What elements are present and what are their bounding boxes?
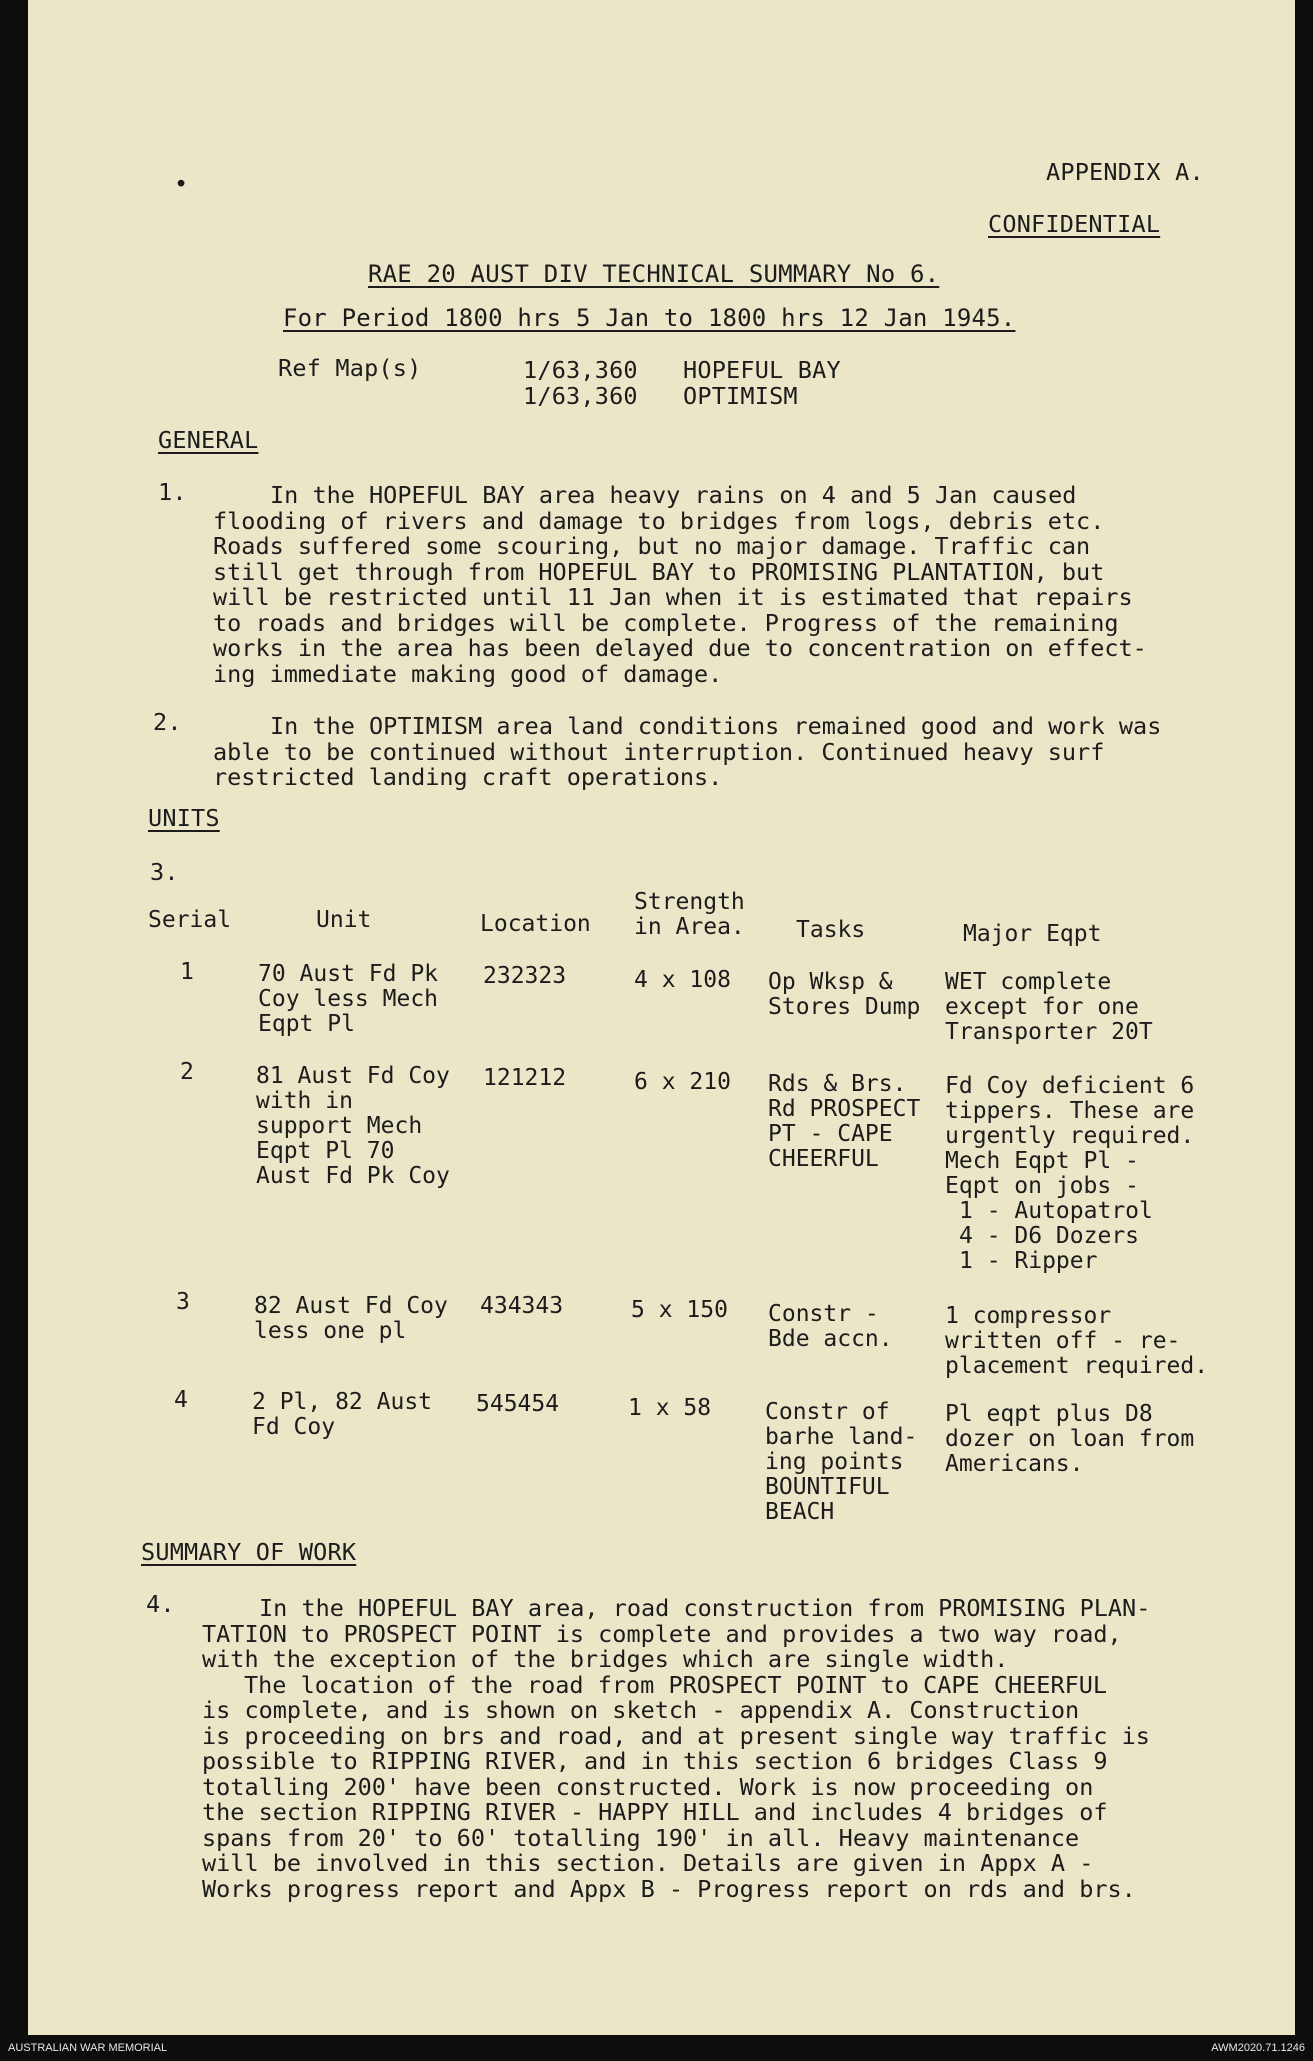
cell-line: written off - re- — [945, 1328, 1181, 1354]
cell-line: Pl eqpt plus D8 — [945, 1401, 1153, 1427]
paragraph-line: will be involved in this section. Details are given in Appx A - — [202, 1849, 1094, 1877]
paragraph-number: 4. — [146, 1590, 175, 1618]
paragraph-line: TATION to PROSPECT POINT is complete and provides a two way road, — [202, 1619, 1122, 1648]
cell-line: Constr of — [765, 1399, 890, 1425]
cell-strength: 4 x 108 — [634, 967, 731, 993]
paragraph-line: still get through from HOPEFUL BAY to PROMISING PLANTATION, but — [213, 557, 1105, 586]
paragraph-line: totalling 200' have been constructed. Work is now proceeding on — [202, 1772, 1094, 1801]
cell-strength: 6 x 210 — [634, 1069, 731, 1095]
cell-strength: 1 x 58 — [628, 1395, 712, 1421]
paragraph-number: 2. — [153, 708, 182, 736]
period-line: For Period 1800 hrs 5 Jan to 1800 hrs 12 Jan 1945. — [283, 304, 1016, 332]
cell-line: Fd Coy deficient 6 — [945, 1073, 1195, 1099]
map-scale: 1/63,360 — [523, 382, 638, 410]
cell-tasks — [768, 1072, 920, 1172]
appendix-label: APPENDIX A. — [1046, 158, 1204, 186]
paragraph-line: Roads suffered some scouring, but no major damage. Traffic can — [213, 532, 1091, 560]
cell-unit — [256, 1064, 450, 1189]
section-heading-summary: SUMMARY OF WORK — [141, 1538, 357, 1566]
cell-line: 82 Aust Fd Coy — [254, 1293, 448, 1319]
column-header-strength — [634, 890, 745, 940]
cell-line: WET complete — [945, 969, 1112, 995]
column-header-strength-line: Strength — [634, 889, 745, 915]
footer-item-id: AWM2020.71.1246 — [1211, 2042, 1305, 2054]
paragraph-line: is proceeding on brs and road, and at present single way traffic is — [202, 1721, 1150, 1750]
cell-line: 81 Aust Fd Coy — [256, 1063, 450, 1089]
cell-line: Fd Coy — [252, 1414, 336, 1440]
cell-unit — [258, 962, 438, 1037]
cell-line: 2 Pl, 82 Aust — [252, 1389, 433, 1415]
paragraph-line: In the HOPEFUL BAY area heavy rains on 4 and 5 Jan caused — [270, 481, 1077, 509]
cell-line: Coy less Mech — [258, 986, 439, 1012]
cell-line: Mech Eqpt Pl - — [945, 1148, 1139, 1174]
cell-location: 121212 — [483, 1065, 567, 1091]
cell-line: Stores Dump — [768, 994, 921, 1020]
cell-line: support Mech — [256, 1113, 423, 1139]
cell-tasks — [765, 1400, 917, 1525]
cell-line: Eqpt on jobs - — [945, 1173, 1139, 1199]
cell-serial: 1 — [180, 959, 194, 985]
cell-eqpt — [945, 1304, 1208, 1379]
section-heading-units: UNITS — [148, 804, 220, 832]
map-scale: 1/63,360 — [523, 356, 638, 384]
cell-line: barhe land- — [765, 1424, 918, 1450]
cell-line: Americans. — [945, 1451, 1084, 1477]
cell-location: 545454 — [476, 1391, 560, 1417]
paragraph-line: flooding of rivers and damage to bridges from logs, debris etc. — [213, 506, 1105, 535]
cell-line: Eqpt Pl 70 — [256, 1138, 395, 1164]
paragraph-line: spans from 20' to 60' totalling 190' in all. Heavy maintenance — [202, 1823, 1080, 1852]
cell-line: Rds & Brs. — [768, 1071, 907, 1097]
cell-line: ing points — [765, 1449, 904, 1475]
paragraph-line: The location of the road from PROSPECT POINT to CAPE CHEERFUL — [244, 1670, 1108, 1699]
paragraph-line: able to be continued without interruption. Continued heavy surf — [213, 737, 1105, 766]
cell-line: urgently required. — [945, 1123, 1195, 1149]
cell-line: CHEERFUL — [768, 1146, 879, 1172]
cell-line: dozer on loan from — [945, 1426, 1195, 1452]
paragraph-number: 1. — [158, 478, 187, 506]
cell-line: Eqpt Pl — [258, 1011, 355, 1037]
cell-strength: 5 x 150 — [631, 1297, 728, 1323]
cell-line: Constr - — [768, 1301, 879, 1327]
paragraph-line: is complete, and is shown on sketch - appendix A. Construction — [202, 1696, 1080, 1724]
cell-line: Rd PROSPECT — [768, 1096, 921, 1122]
margin-mark: • — [174, 170, 189, 198]
footer-archive-name: AUSTRALIAN WAR MEMORIAL — [8, 2042, 168, 2054]
paragraph-1 — [213, 483, 1147, 687]
column-header-strength-line: in Area. — [634, 914, 745, 940]
paragraph-line: Works progress report and Appx B - Progress report on rds and brs. — [202, 1874, 1136, 1903]
cell-location: 232323 — [483, 963, 567, 989]
paragraph-line: ing immediate making good of damage. — [213, 659, 723, 688]
paragraph-line: possible to RIPPING RIVER, and in this section 6 bridges Class 9 — [202, 1747, 1108, 1775]
cell-serial: 4 — [174, 1387, 188, 1413]
cell-line: 70 Aust Fd Pk — [258, 961, 439, 987]
paragraph-line: In the OPTIMISM area land conditions remained good and work was — [270, 712, 1162, 740]
ref-map-label: Ref Map(s) — [278, 354, 422, 382]
document-title: RAE 20 AUST DIV TECHNICAL SUMMARY No 6. — [368, 260, 940, 288]
paragraph-number: 3. — [150, 858, 179, 886]
cell-line: except for one — [945, 994, 1139, 1020]
cell-line: 1 - Autopatrol — [959, 1198, 1153, 1224]
column-header-major-eqpt: Major Eqpt — [963, 921, 1102, 947]
cell-line: BEACH — [765, 1499, 835, 1525]
paragraph-2 — [213, 714, 1161, 791]
paragraph-line: the section RIPPING RIVER - HAPPY HILL and includes 4 bridges of — [202, 1798, 1108, 1826]
cell-line: tippers. These are — [945, 1098, 1195, 1124]
cell-line: 4 - D6 Dozers — [959, 1223, 1140, 1249]
map-name: HOPEFUL BAY — [683, 356, 841, 384]
column-header-serial: Serial — [148, 907, 232, 933]
cell-line: 1 compressor — [945, 1303, 1112, 1329]
cell-line: 1 - Ripper — [959, 1248, 1098, 1274]
cell-line: Bde accn. — [768, 1326, 893, 1352]
cell-serial: 3 — [176, 1289, 190, 1315]
paragraph-line: In the HOPEFUL BAY area, road construction from PROMISING PLAN- — [259, 1594, 1151, 1622]
paragraph-line: will be restricted until 11 Jan when it is estimated that repairs — [213, 583, 1133, 611]
paragraph-line: restricted landing craft operations. — [213, 763, 723, 791]
classification-label: CONFIDENTIAL — [988, 210, 1161, 238]
column-header-unit: Unit — [316, 907, 372, 933]
cell-eqpt — [945, 970, 1153, 1045]
cell-eqpt — [945, 1074, 1194, 1274]
cell-unit — [252, 1390, 432, 1440]
cell-line: PT - CAPE — [768, 1121, 893, 1147]
column-header-location: Location — [480, 911, 591, 937]
column-header-tasks: Tasks — [796, 917, 866, 943]
cell-line: placement required. — [945, 1353, 1209, 1379]
cell-line: with in — [256, 1088, 353, 1114]
cell-line: less one pl — [254, 1318, 407, 1344]
cell-location: 434343 — [480, 1293, 564, 1319]
cell-unit — [254, 1294, 448, 1344]
section-heading-general: GENERAL — [158, 426, 259, 454]
cell-tasks — [768, 970, 920, 1020]
paragraph-line: with the exception of the bridges which are single width. — [202, 1645, 1009, 1673]
document-page — [28, 0, 1295, 2035]
cell-serial: 2 — [180, 1059, 194, 1085]
map-name: OPTIMISM — [683, 382, 798, 410]
cell-eqpt — [945, 1402, 1194, 1477]
cell-line: Transporter 20T — [945, 1019, 1153, 1045]
paragraph-4 — [202, 1596, 1150, 1902]
cell-line: Op Wksp & — [768, 969, 893, 995]
cell-tasks — [768, 1302, 893, 1352]
paragraph-line: to roads and bridges will be complete. Progress of the remaining — [213, 608, 1119, 637]
cell-line: BOUNTIFUL — [765, 1474, 890, 1500]
paragraph-line: works in the area has been delayed due to concentration on effect- — [213, 634, 1147, 662]
cell-line: Aust Fd Pk Coy — [256, 1163, 450, 1189]
